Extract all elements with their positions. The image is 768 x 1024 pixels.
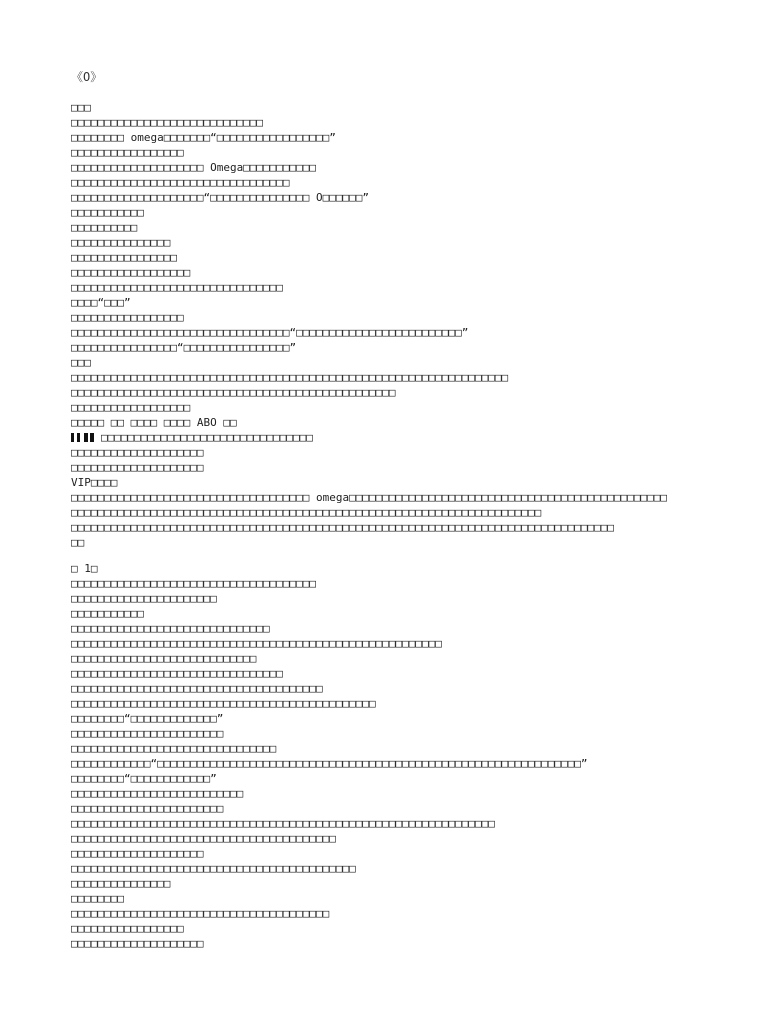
text-line: □□□□□□□□□□□□□□□□□□□□: [71, 847, 204, 860]
text-line: □□□□□□□□□□□□□□□□□□□□□□□□□□: [71, 787, 244, 800]
text-line: □□□□“□□□”: [71, 296, 131, 309]
text-line: □□□□□□□□: [71, 892, 124, 905]
blank-line: [71, 550, 711, 561]
text-line: □□: [71, 536, 85, 549]
text-line: □□□□□□□□□□□□□□□□□□□□□□□□□□□□□□□□□□□□□□□□□□□: [71, 862, 356, 875]
text-line: □□□□□□□□□□□□□□□□□: [71, 311, 184, 324]
text-line: □□□□□□□□□□□□□□□□□□□□□□□□□□□□□□□□□□□□□□□□□□□□□□□□□□□□□□□□□□□□□□□□□□□□□□□□□□□□□□□□□□: [71, 521, 615, 534]
section-b: [71, 445, 711, 550]
text-line: □□□□□□□□□□□□□□□□□□□□□□□□□□□□□□□□□“□□□□□□□□□□□□□□□□□□□□□□□□□”: [71, 326, 469, 339]
corrupted-glyph-icon: [71, 433, 99, 442]
text-line: □□□□□□□□□□□□□□□□□□□□: [71, 937, 204, 950]
text-line: □□□□□□□□□□□□□□□□□□□□□□: [71, 592, 217, 605]
text-line: □□□□□□□□□□□□□□□□□□□□□□□□□□□□□□□□□□□□□□□□□□□□□□□□□: [71, 386, 396, 399]
text-line: □□□□□□□□□□□□□□□□□□□□“□□□□□□□□□□□□□□□ O□□□□□□”: [71, 191, 370, 204]
text-line: □□□□□□□□□□□□□□□□□□□□: [71, 461, 204, 474]
text-line: □□□□□□□□ omega□□□□□□□“□□□□□□□□□□□□□□□□□”: [71, 131, 336, 144]
text-line: □□□□□□□□□□□□□□□□□□□□□□□□□□□□□: [71, 116, 264, 129]
section-a: [71, 100, 711, 430]
text-line: □□□□□□□□□□□□□□□: [71, 236, 171, 249]
text-line: □□□□□□□□□□□□□□□□□□□□□□□□□□□□□□□□□: [71, 176, 290, 189]
text-line: □□□□□□□□□□□□□□□□: [71, 251, 177, 264]
text-line: □□□□□□□□“□□□□□□□□□□□□”: [71, 772, 217, 785]
text-line: □□□□□□□□□□□□□□□□□□□□□□□□□□□□□□□: [71, 742, 277, 755]
document-page: [71, 70, 711, 951]
text-line: □□□□□□□□□□□□□□□□□□□□□□□□□□□□□□□□□□□□□□□□□□□□□□□□□□□□□□□□□□□□□□□□□□: [71, 371, 509, 384]
text-line: □□□□□□□□□□□□□□□□□: [71, 922, 184, 935]
text-line: □□□□□□□□□□□□□□□□□□□□ Omega□□□□□□□□□□□: [71, 161, 317, 174]
text-line: □□□□□□□□□□□□□□□□□□□□: [71, 446, 204, 459]
blank-line: [71, 85, 711, 100]
text-line: □□□□□□□□□□□□□□□□□□□□□□□□□□□□□□□□□□□□□: [71, 577, 317, 590]
text-line: □□□□□□□□□□□□□□□□□□□□□□□□□□□□□□□□: [71, 281, 283, 294]
text-line: □□□□□□□□□□□□□□□□□□□□□□□□□□□□□□□□□□□□□□□□□□□□□□□□□□□□□□□□□□□□□□□□: [71, 817, 495, 830]
section-c: [71, 576, 711, 951]
text-line: □□□: [71, 356, 91, 369]
text-line: □□□□□□□□□□□□□□□□□□□□□□□□□□□□□□□□□□□□□□□□□□□□□□: [71, 697, 376, 710]
text-line: VIP□□□□: [71, 476, 118, 489]
text-line: □□□□□□□□□□□□□□□□□□□□□□□□□□□□□□□□□□□□□□□□: [71, 832, 336, 845]
chapter-heading: □ 1□: [71, 562, 98, 575]
text-line: □□□□□□□□□□□□□□□□□□: [71, 266, 191, 279]
text-line: □□□□□□□□□□□□□□□□□□: [71, 401, 191, 414]
text-line: □□□□□□□□□□□□□□□□□□□□□□□□□□□□: [71, 652, 257, 665]
text-line: □□□□□□□□□□□□□□□□□□□□□□□□□□□□□□□□□□□□□□□□□□□□□□□□□□□□□□□□: [71, 637, 442, 650]
text-line: □□□□□□□□□□□□□□□□□□□□□□□□□□□□□□□□: [71, 667, 283, 680]
text-line: □□□□□□□□□□: [71, 221, 138, 234]
text-line: □□□□□□□□□□□□□□□□□□□□□□□: [71, 802, 224, 815]
text-line: □□□□□□□□□□□□□□□: [71, 877, 171, 890]
text-line: □□□□□□□□□□□□□□□□□: [71, 146, 184, 159]
text-line: □□□□□□□□□□□□□□□□□□□□□□□□□□□□□□□□□□□□□□□: [71, 907, 330, 920]
garbled-line: [71, 430, 711, 445]
text-line: □□□□□□□□□□□□□□□□□□□□□□□□□□□□□□□□□□□□ omega□□□□□□□□□□□□□□□□□□□□□□□□□□□□□□□□□□□□□□□□□□□□□□□□: [71, 491, 668, 504]
text-line: □□□□□□□□“□□□□□□□□□□□□□”: [71, 712, 224, 725]
text-line: □□□□□□□□□□□□□□□□□□□□□□□□□□□□□□□□□□□□□□□□□□□□□□□□□□□□□□□□□□□□□□□□□□□□□□□: [71, 506, 542, 519]
text-line: □□□□□ □□ □□□□ □□□□ ABO □□: [71, 416, 237, 429]
text-line: □□□□□□□□□□□□□□□□“□□□□□□□□□□□□□□□□”: [71, 341, 297, 354]
text-line: □□□□□□□□□□□□“□□□□□□□□□□□□□□□□□□□□□□□□□□□□□□□□□□□□□□□□□□□□□□□□□□□□□□□□□□□□□□□□”: [71, 757, 588, 770]
garbled-line-text: □□□□□□□□□□□□□□□□□□□□□□□□□□□□□□□□: [101, 431, 313, 444]
text-line: □□□□□□□□□□□: [71, 206, 144, 219]
text-line: □□□□□□□□□□□□□□□□□□□□□□□□□□□□□□: [71, 622, 270, 635]
text-line: □□□: [71, 101, 91, 114]
text-line: □□□□□□□□□□□: [71, 607, 144, 620]
text-line: □□□□□□□□□□□□□□□□□□□□□□□□□□□□□□□□□□□□□□: [71, 682, 323, 695]
text-line: □□□□□□□□□□□□□□□□□□□□□□□: [71, 727, 224, 740]
document-title: 《O》: [71, 70, 103, 84]
